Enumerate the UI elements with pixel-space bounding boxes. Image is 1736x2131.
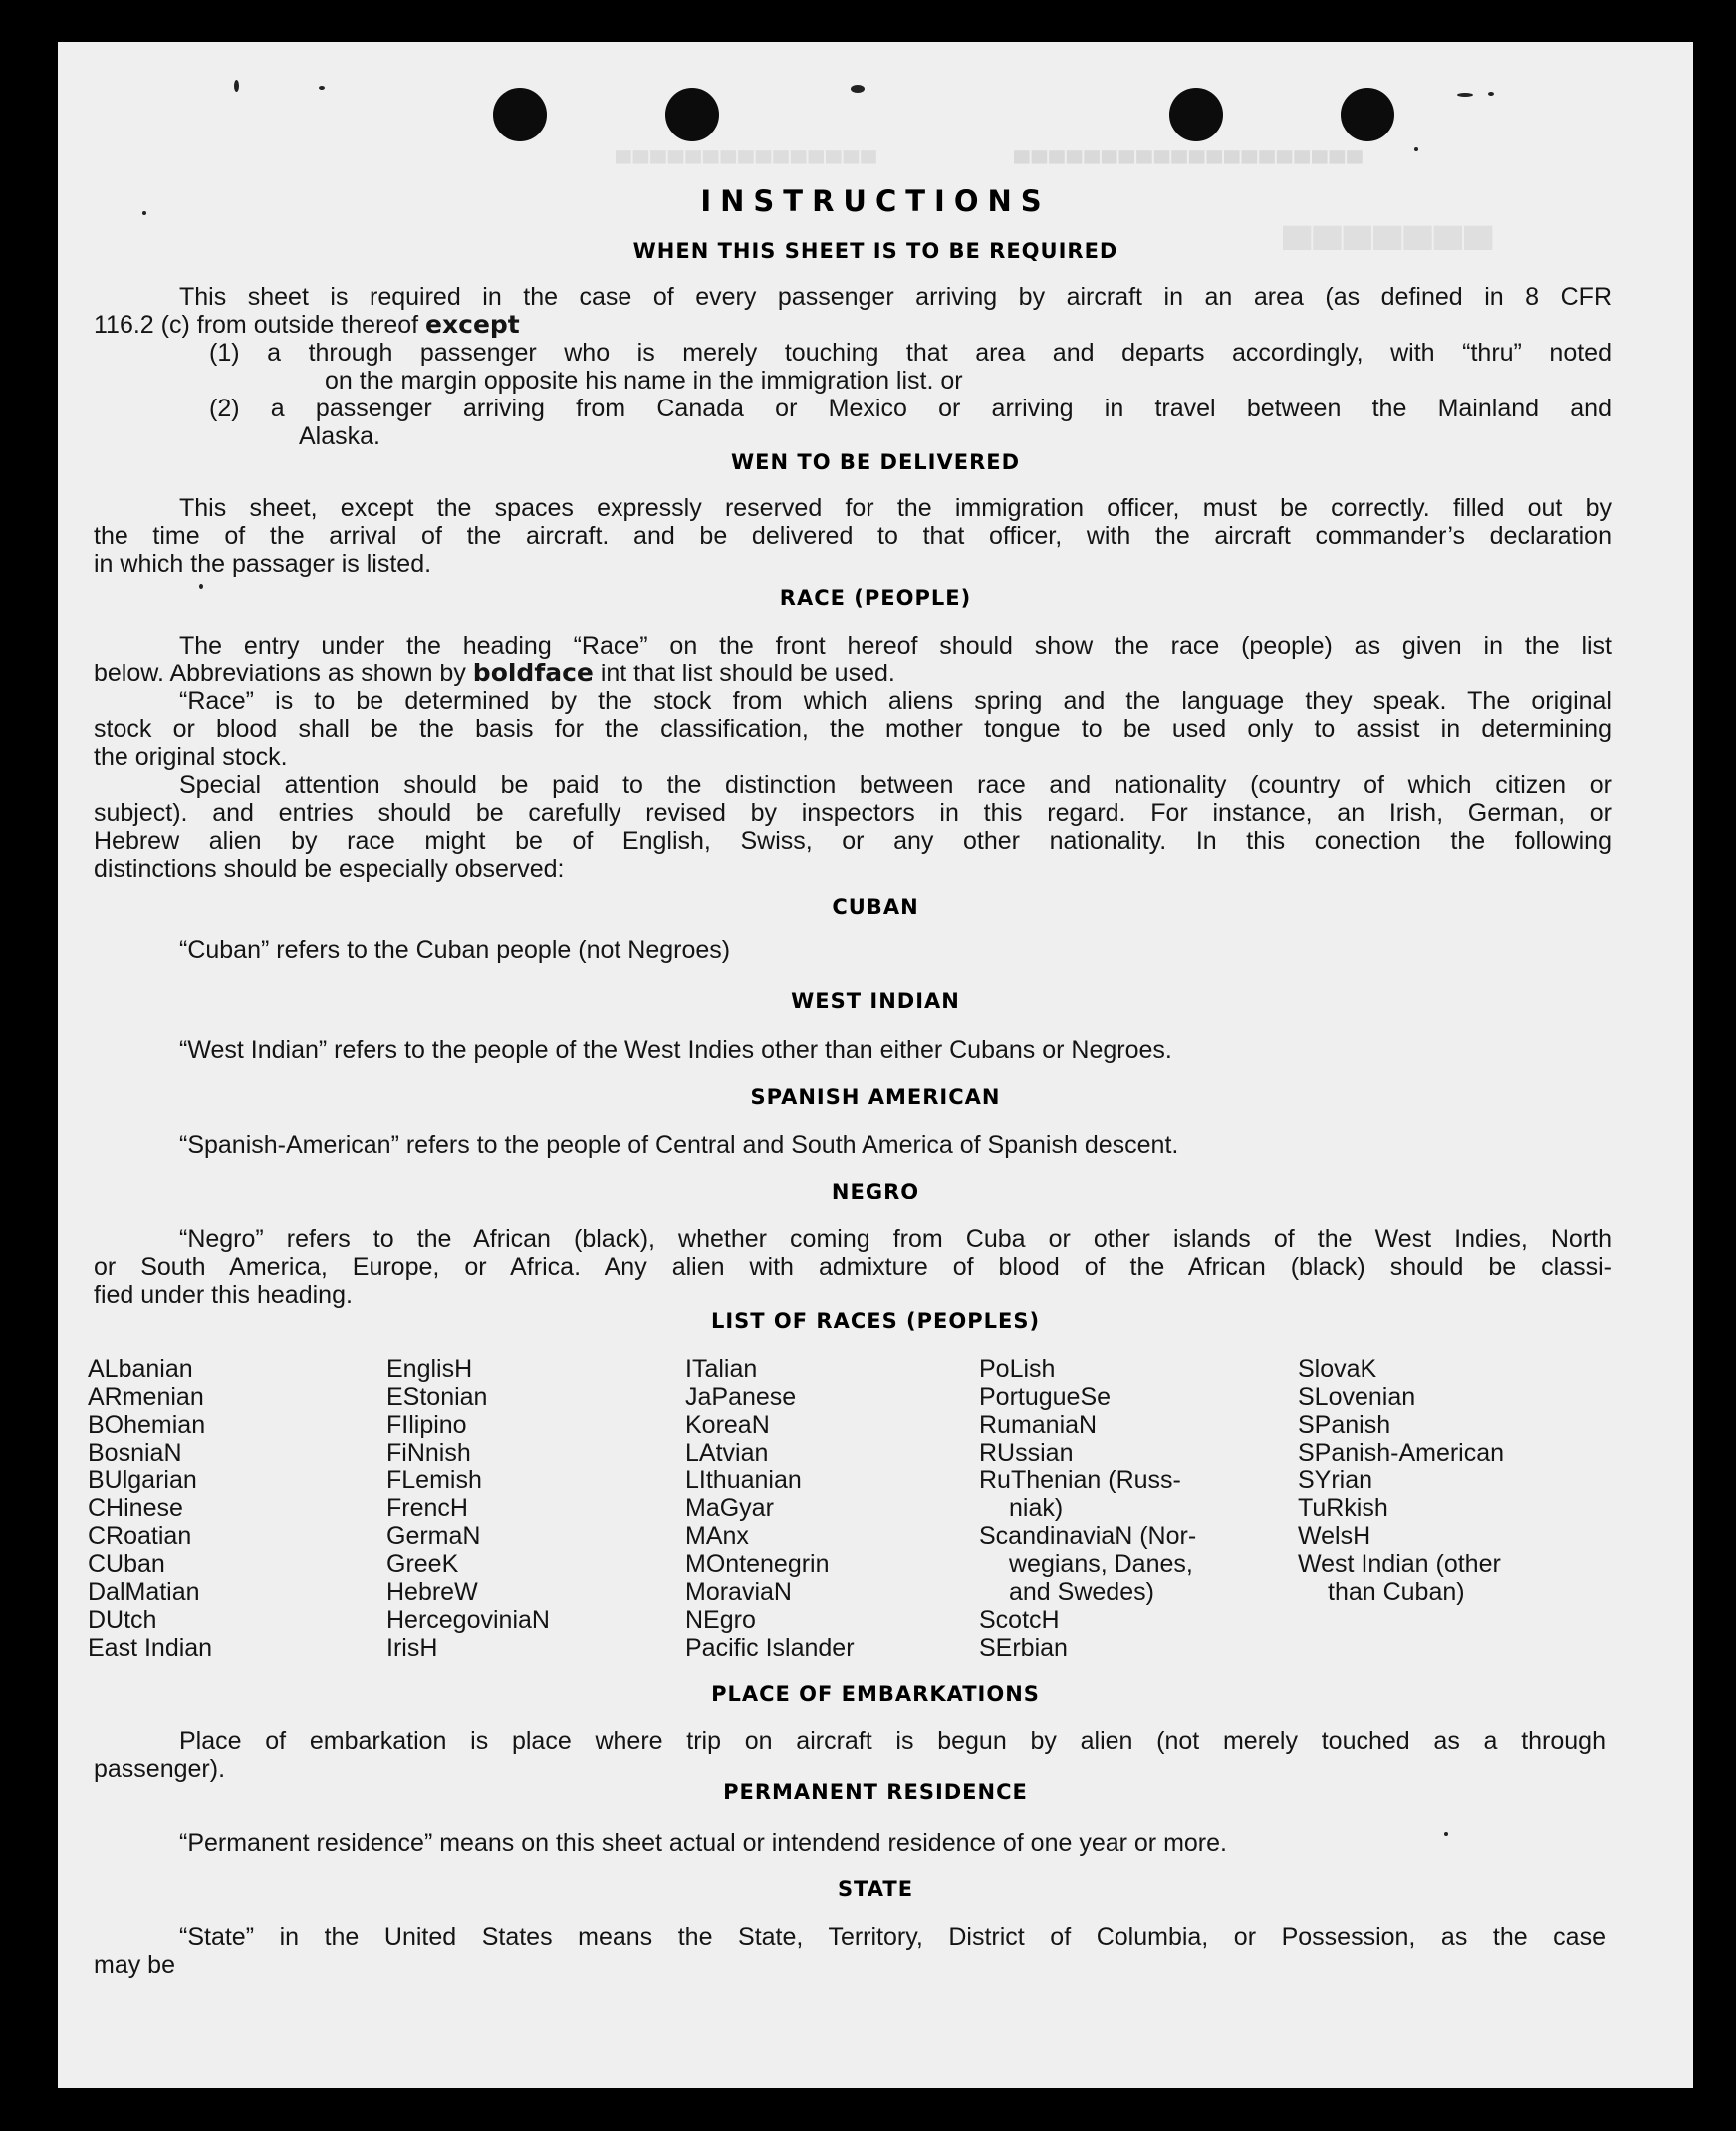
text-line: “West Indian” refers to the people of the West Indies other than either Cubans or Negroes. (179, 1036, 1172, 1064)
text-line: “Spanish-American” refers to the people of Central and South America of Spanish descent. (179, 1131, 1179, 1159)
race-entry: CRoatian (88, 1522, 192, 1550)
text-line: This sheet is required in the case of every passenger arriving by aircraft in an area (as defined in 8 CFR (179, 283, 1612, 311)
text-line (94, 311, 1612, 339)
text-line: distinctions should be especially observed: (94, 855, 565, 883)
race-entry: EStonian (386, 1383, 488, 1411)
bleed-through: ▄▄▄▄▄▄▄▄▄▄▄▄▄▄▄▄▄▄▄▄ (1014, 137, 1364, 162)
section-text-spanish-american (94, 1131, 1612, 1159)
race-entry: SPanish-American (1298, 1439, 1505, 1466)
text-line: “Race” is to be determined by the stock from which aliens spring and the language they speak. The original (179, 687, 1612, 715)
bleed-through: ▄▄▄▄▄▄▄▄▄▄▄▄▄▄▄ (616, 137, 878, 162)
race-entry: CUban (88, 1550, 165, 1578)
section-text-race (94, 632, 1612, 883)
section-heading-delivered: WEN TO BE DELIVERED (730, 450, 1021, 474)
text-line: Alaska. (299, 422, 380, 450)
text-line: passenger). (94, 1755, 226, 1783)
scan-speck (1414, 147, 1418, 151)
text-line: “Permanent residence” means on this sheet actual or intendend residence of one year or more. (179, 1829, 1227, 1857)
text-line: Place of embarkation is place where trip on aircraft is begun by alien (not merely touched as a through (179, 1728, 1606, 1755)
section-heading-state: STATE (837, 1877, 914, 1901)
race-entry: BosniaN (88, 1439, 182, 1466)
race-entry: BOhemian (88, 1411, 206, 1439)
binder-hole (1341, 88, 1394, 141)
section-heading-residence: PERMANENT RESIDENCE (723, 1780, 1028, 1804)
race-entry: SPanish (1298, 1411, 1391, 1439)
race-entry: Pacific Islander (685, 1634, 855, 1662)
text-line: Special attention should be paid to the distinction between race and nationality (country of which citizen or (179, 771, 1612, 799)
race-entry: GermaN (386, 1522, 481, 1550)
binder-hole (493, 88, 547, 141)
race-entry: ScandinaviaN (Nor- (979, 1522, 1197, 1550)
race-entry: FIlipino (386, 1411, 467, 1439)
text-line: stock or blood shall be the basis for the classification, the mother tongue to be used only to assist in determining (94, 715, 1612, 743)
text-line: The entry under the heading “Race” on the front hereof should show the race (people) as given in the list (179, 632, 1612, 660)
race-entry: FrencH (386, 1494, 468, 1522)
race-entry: West Indian (other (1298, 1550, 1501, 1578)
bold-term-boldface: boldface (472, 659, 594, 687)
race-entry: PoLish (979, 1355, 1056, 1383)
scan-speck (1457, 93, 1473, 97)
races-column (1298, 1355, 1587, 1606)
race-entry: GreeK (386, 1550, 459, 1578)
text-line: fied under this heading. (94, 1281, 353, 1309)
section-text-cuban (94, 936, 1612, 964)
section-heading-negro: NEGRO (831, 1180, 920, 1203)
text-line: on the margin opposite his name in the immigration list. or (325, 367, 963, 395)
page-title: INSTRUCTIONS (700, 184, 1051, 218)
race-entry: ALbanian (88, 1355, 193, 1383)
race-entry: and Swedes) (1009, 1578, 1154, 1606)
race-entry: SlovaK (1298, 1355, 1377, 1383)
scan-speck (851, 85, 865, 93)
text-line: subject). and entries should be carefully revised by inspectors in this regard. For instance, an Irish, German, or (94, 799, 1612, 827)
text-line: “State” in the United States means the State, Territory, District of Columbia, or Possession, as the case (179, 1923, 1606, 1951)
bleed-through: ▄▄▄▄▄▄▄ (1283, 202, 1495, 247)
race-entry: wegians, Danes, (1009, 1550, 1193, 1578)
section-text-residence (94, 1829, 1606, 1857)
race-entry: niak) (1009, 1494, 1064, 1522)
section-text-west-indian (94, 1036, 1612, 1064)
race-entry: East Indian (88, 1634, 213, 1662)
text-segment: int that list should be used. (600, 660, 895, 687)
text-line: the time of the arrival of the aircraft. and be delivered to that officer, with the aircraft commander’s declaration (94, 522, 1612, 550)
race-entry: BUlgarian (88, 1466, 197, 1494)
race-entry: RUssian (979, 1439, 1074, 1466)
race-entry: FLemish (386, 1466, 482, 1494)
race-entry: WelsH (1298, 1522, 1371, 1550)
race-entry: MoraviaN (685, 1578, 792, 1606)
section-text-negro (94, 1225, 1612, 1309)
race-entry: SErbian (979, 1634, 1068, 1662)
race-entry: SLovenian (1298, 1383, 1416, 1411)
races-column (685, 1355, 974, 1662)
race-entry: NEgro (685, 1606, 756, 1634)
text-segment: below. Abbreviations as shown by (94, 660, 466, 687)
section-heading-races-list: LIST OF RACES (PEOPLES) (710, 1309, 1041, 1333)
race-entry: HercegoviniaN (386, 1606, 550, 1634)
text-line: the original stock. (94, 743, 288, 771)
race-entry: ARmenian (88, 1383, 204, 1411)
race-entry: DUtch (88, 1606, 157, 1634)
section-text-state (94, 1923, 1606, 1979)
race-entry: RumaniaN (979, 1411, 1098, 1439)
race-entry: CHinese (88, 1494, 183, 1522)
section-heading-cuban: CUBAN (832, 895, 919, 919)
race-entry: IrisH (386, 1634, 438, 1662)
race-entry: RuThenian (Russ- (979, 1466, 1181, 1494)
scan-speck (1488, 92, 1494, 96)
races-column (88, 1355, 376, 1662)
text-line: in which the passager is listed. (94, 550, 432, 578)
race-entry: EnglisH (386, 1355, 473, 1383)
text-line: may be (94, 1951, 175, 1979)
race-entry: SYrian (1298, 1466, 1373, 1494)
races-column (979, 1355, 1268, 1662)
race-entry: LAtvian (685, 1439, 769, 1466)
section-heading-race: RACE (PEOPLE) (779, 586, 972, 610)
section-heading-spanish-american: SPANISH AMERICAN (750, 1085, 1001, 1109)
binder-hole (665, 88, 719, 141)
section-heading-embarkation: PLACE OF EMBARKATIONS (711, 1682, 1040, 1706)
race-entry: KoreaN (685, 1411, 770, 1439)
binder-hole (1169, 88, 1223, 141)
race-entry: FiNnish (386, 1439, 471, 1466)
scan-speck (234, 80, 239, 92)
race-entry: HebreW (386, 1578, 478, 1606)
scan-speck (319, 86, 325, 90)
document-page (58, 42, 1693, 2088)
text-line: “Negro” refers to the African (black), whether coming from Cuba or other islands of the West Indies, North (179, 1225, 1612, 1253)
races-column (386, 1355, 675, 1662)
text-line (94, 660, 1612, 687)
text-line: “Cuban” refers to the Cuban people (not Negroes) (179, 936, 731, 964)
race-entry: MaGyar (685, 1494, 774, 1522)
race-entry: ITalian (685, 1355, 758, 1383)
race-entry: than Cuban) (1328, 1578, 1465, 1606)
section-text-required (94, 283, 1612, 450)
section-heading-west-indian: WEST INDIAN (791, 989, 960, 1013)
text-line: or South America, Europe, or Africa. Any alien with admixture of blood of the African (black) should be classi- (94, 1253, 1612, 1281)
section-text-embarkation (94, 1728, 1606, 1783)
text-line: (1) a through passenger who is merely touching that area and departs accordingly, with “thru” noted (209, 339, 1612, 367)
text-segment: 116.2 (c) from outside thereof (94, 311, 419, 339)
race-entry: PortugueSe (979, 1383, 1112, 1411)
text-line: Hebrew alien by race might be of English, Swiss, or any other nationality. In this conection the following (94, 827, 1612, 855)
race-entry: MOntenegrin (685, 1550, 830, 1578)
race-entry: DalMatian (88, 1578, 200, 1606)
race-entry: LIthuanian (685, 1466, 802, 1494)
text-line: This sheet, except the spaces expressly reserved for the immigration officer, must be correctly. filled out by (179, 494, 1612, 522)
race-entry: MAnx (685, 1522, 749, 1550)
section-text-delivered (94, 494, 1612, 578)
bold-term-except: except (425, 310, 520, 339)
section-heading-required: WHEN THIS SHEET IS TO BE REQUIRED (632, 239, 1118, 263)
race-entry: JaPanese (685, 1383, 797, 1411)
race-entry: TuRkish (1298, 1494, 1388, 1522)
text-line: (2) a passenger arriving from Canada or Mexico or arriving in travel between the Mainland and (209, 395, 1612, 422)
race-entry: ScotcH (979, 1606, 1060, 1634)
